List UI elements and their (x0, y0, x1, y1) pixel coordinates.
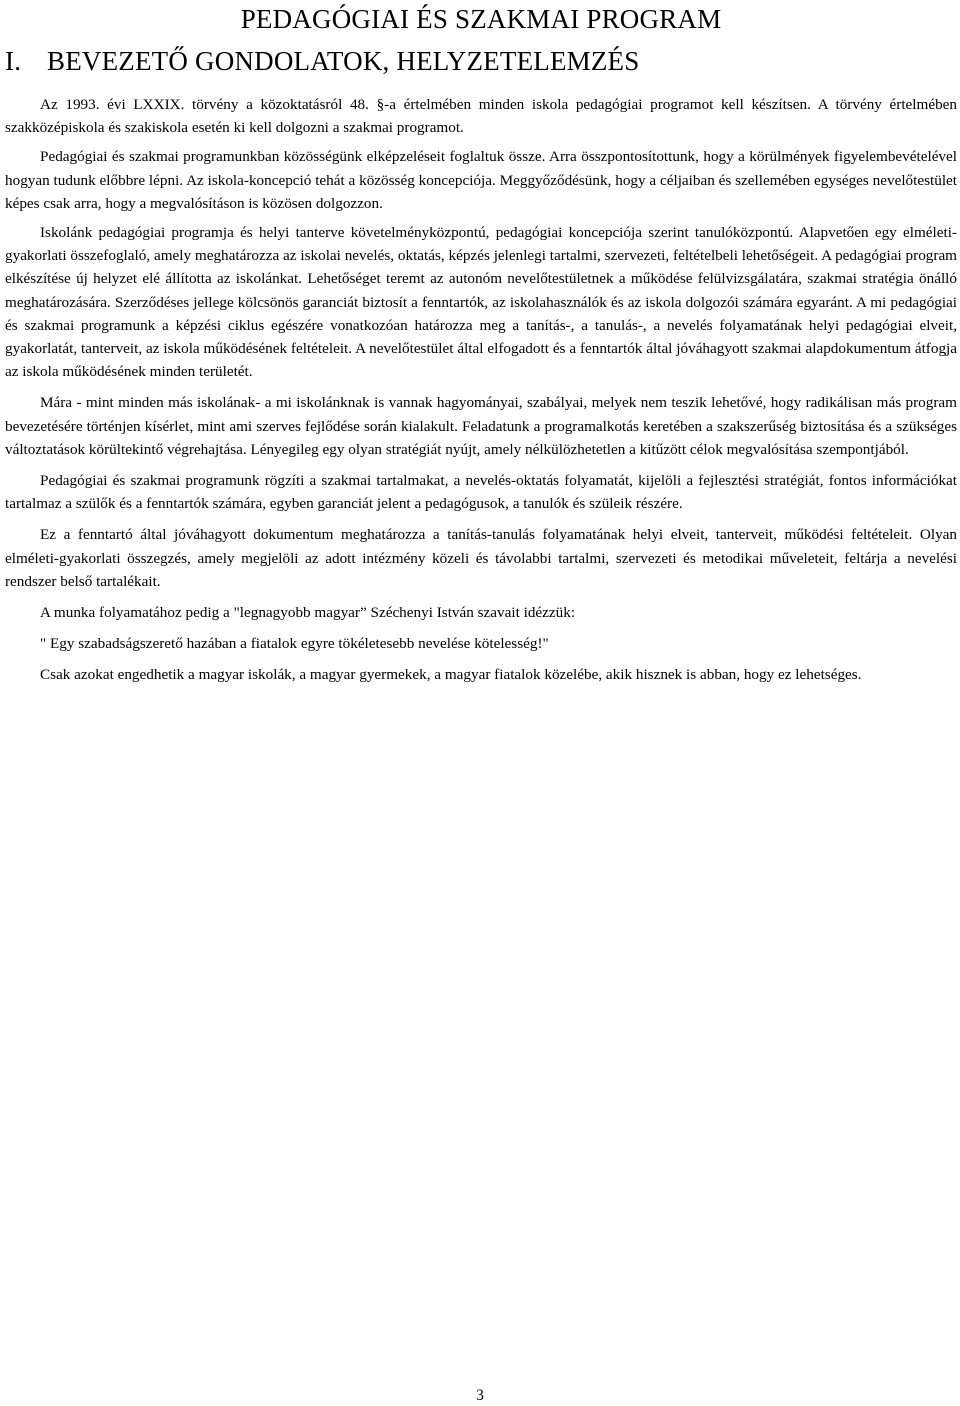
document-page (5, 0, 957, 687)
paragraph-community-vision: Pedagógiai és szakmai programunkban közösségünk elképzeléseit foglaltuk össze. Arra összpontosítottunk, hogy a körülmények figyelembevételével hogyan tudunk előbbre lépni. Az iskola-koncepció tehát a közösség koncepciója. Meggyőződésünk, hogy a céljaiban és szellemében egységes nevelőtestület képes csak arra, hogy a megvalósításon is közösen dolgozzon. (5, 148, 957, 212)
paragraph-program-content: Pedagógiai és szakmai programunk rögzíti a szakmai tartalmakat, a nevelés-oktatás folyamatát, kijelöli a fejlesztési stratégiát, fontos információkat tartalmaz a szülők és a fenntartók számára, egyben garanciát jelent a pedagógusok, a tanulók és szüleik részére. (5, 472, 957, 513)
document-title: PEDAGÓGIAI ÉS SZAKMAI PROGRAM (240, 4, 722, 34)
paragraph-closing: Csak azokat engedhetik a magyar iskolák, a magyar gyermekek, a magyar fiatalok közelébe, akik hisznek is abban, hogy ez lehetséges. (40, 666, 862, 684)
paragraph-law-reference: Az 1993. évi LXXIX. törvény a közoktatásról 48. §-a értelmében minden iskola pedagógiai programot kell készítsen. A törvény értelmében szakközépiskola és szakiskola esetén ki kell dolgozni a szakmai programot. (5, 96, 957, 137)
paragraph-program-overview: Iskolánk pedagógiai programja és helyi tanterve követelményközpontú, pedagógiai koncepciója szerint tanulóközpontú. Alapvetően egy elméleti-gyakorlati összefoglaló, amely meghatározza az iskolai nevelés, oktatás, képzés jelenlegi tartalmi, szervezeti, feltételbeli lehetőségeit. A pedagógiai program elkészítése új helyzet elé állította az iskolánkat. Lehetőséget teremt az autonóm nevelőtestületnek a működése felülvizsgálatára, szakmai stratégia önálló meghatározására. Szerződéses jellege kölcsönös garanciát biztosít a fenntartók, az iskolahasználók és az iskola dolgozói számára egyaránt. A mi pedagógiai és szakmai programunk a képzési ciklus egészére vonatkozóan határozza meg a tanítás-, a tanulás-, a nevelés folyamatának helyi pedagógiai elveit, gyakorlatát, tanterveit, az iskola működésének feltételeit. A nevelőtestület által elfogadott és a fenntartók által jóváhagyott szakmai alapdokumentum átfogja az iskola működésének minden területét. (5, 224, 957, 381)
paragraph-traditions: Mára - mint minden más iskolának- a mi iskolánknak is vannak hagyományai, szabályai, melyek nem teszik lehetővé, hogy radikálisan más program bevezetésére történjen kísérlet, mint ami szerves fejlődése során kialakult. Feladatunk a programalkotás keretében a szakszerűség biztosítása és a szükséges változtatások körültekintő végrehajtása. Lényegileg egy olyan stratégiát nyújt, amely nélkülözhetetlen a kitűzött célok megvalósítása szempontjából. (5, 394, 957, 458)
paragraph-quote-intro: A munka folyamatához pedig a "legnagyobb magyar” Széchenyi István szavait idézzük: (40, 604, 576, 622)
section-number: I. (5, 46, 22, 76)
paragraph-approved-document: Ez a fenntartó által jóváhagyott dokumentum meghatározza a tanítás-tanulás folyamatának helyi elveit, tanterveit, működési feltételeit. Olyan elméleti-gyakorlati összegzés, amely megjelöli az adott intézmény közeli és távolabbi tartalmi, szervezeti és metodikai műveleteit, feltárja a nevelési rendszer belső tartalékait. (5, 526, 957, 590)
section-heading (5, 46, 957, 77)
page-number: 3 (476, 1387, 484, 1404)
paragraph-quote: " Egy szabadságszerető hazában a fiatalok egyre tökéletesebb nevelése kötelesség!" (40, 635, 549, 653)
section-title: BEVEZETŐ GONDOLATOK, HELYZETELEMZÉS (47, 46, 640, 76)
